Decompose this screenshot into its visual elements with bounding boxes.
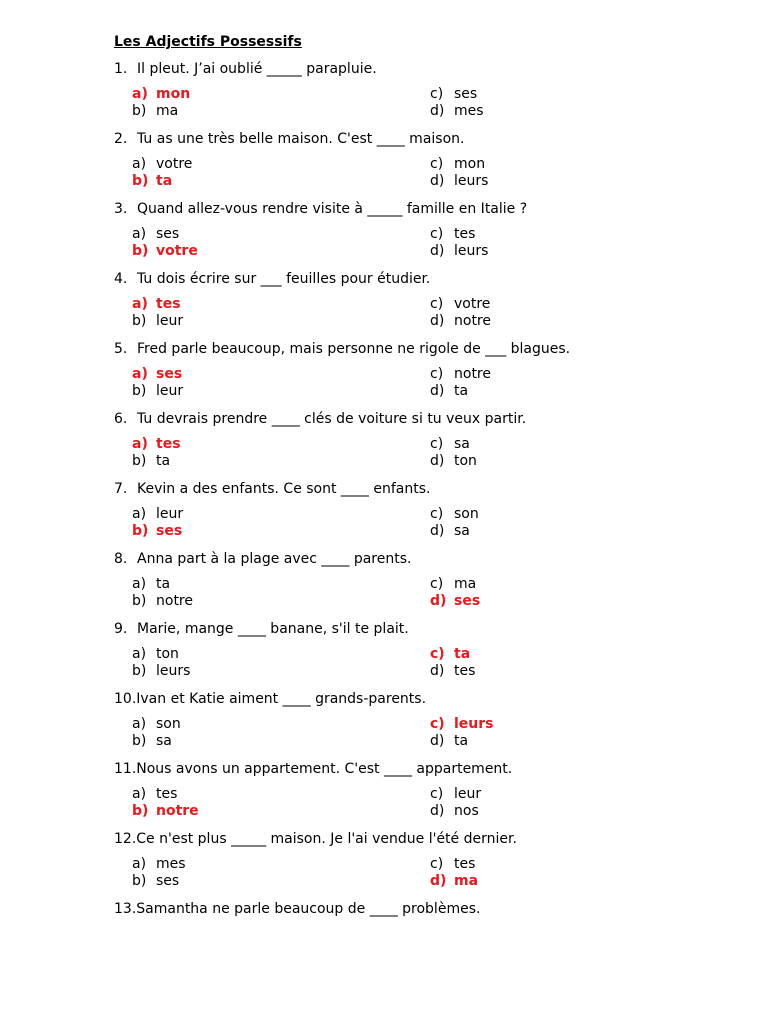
choice-label: ses	[156, 873, 180, 889]
question-text-line	[114, 60, 674, 78]
choice-label: mes	[454, 103, 484, 119]
question-number: 9.	[114, 621, 128, 637]
choice-label: ma	[454, 576, 477, 592]
choice-letter: a)	[132, 856, 147, 872]
choice-label: leurs	[156, 663, 191, 679]
question-number: 5.	[114, 341, 128, 357]
answer-choice-ta	[132, 453, 170, 470]
question-5	[114, 340, 674, 400]
choice-letter: d)	[430, 173, 445, 189]
choice-letter: b)	[132, 103, 147, 119]
answer-choice-notre	[430, 313, 491, 330]
choice-label: leurs	[454, 173, 489, 189]
choice-letter: d)	[430, 873, 447, 889]
answer-choice-mes	[430, 103, 484, 120]
choice-letter: c)	[430, 506, 444, 522]
answer-choice-ton	[430, 453, 477, 470]
choice-label: leur	[156, 383, 184, 399]
choice-label: sa	[454, 523, 470, 539]
question-text: Ivan et Katie aiment ____ grands-parents.	[136, 691, 427, 707]
answer-choice-notre	[132, 593, 193, 610]
choice-label: ton	[454, 453, 477, 469]
choice-letter: b)	[132, 453, 147, 469]
choice-letter: c)	[430, 716, 445, 732]
answer-choice-tes-correct	[132, 436, 181, 453]
question-text-line	[114, 830, 674, 848]
answer-choices	[114, 366, 674, 400]
answer-choice-notre	[430, 366, 491, 383]
choice-letter: a)	[132, 646, 147, 662]
question-number: 11.	[114, 761, 137, 777]
answer-choices	[114, 646, 674, 680]
answer-choice-mon	[430, 156, 485, 173]
choice-letter: a)	[132, 296, 148, 312]
question-number: 1.	[114, 61, 128, 77]
question-text: Quand allez-vous rendre visite à _____ famille en Italie ?	[137, 201, 528, 217]
answer-choice-ma	[132, 103, 178, 120]
answer-choices	[114, 576, 674, 610]
question-number: 2.	[114, 131, 128, 147]
answer-choices	[114, 86, 674, 120]
choice-letter: c)	[430, 646, 445, 662]
choice-letter: b)	[132, 873, 147, 889]
question-9	[114, 620, 674, 680]
choice-letter: a)	[132, 86, 148, 102]
choice-letter: c)	[430, 786, 444, 802]
choice-label: leur	[156, 313, 184, 329]
answer-choice-votre	[132, 156, 192, 173]
answer-choice-ma-correct	[430, 873, 478, 890]
choice-label: ma	[454, 873, 479, 889]
choice-label: sa	[454, 436, 470, 452]
choice-letter: d)	[430, 803, 445, 819]
question-11	[114, 760, 674, 820]
answer-choice-leurs	[430, 243, 488, 260]
choice-letter: d)	[430, 523, 445, 539]
answer-choice-sa	[430, 436, 470, 453]
answer-choice-leurs	[430, 173, 488, 190]
choice-letter: d)	[430, 103, 445, 119]
choice-label: ses	[156, 523, 183, 539]
answer-choice-ses	[132, 873, 179, 890]
choice-letter: b)	[132, 523, 149, 539]
question-number: 8.	[114, 551, 128, 567]
answer-choices	[114, 506, 674, 540]
choice-letter: c)	[430, 436, 444, 452]
answer-choice-nos	[430, 803, 479, 820]
answer-choice-ses	[430, 86, 477, 103]
question-text: Ce n'est plus _____ maison. Je l'ai vendue l'été dernier.	[136, 831, 517, 847]
question-list	[114, 60, 674, 918]
choice-letter: b)	[132, 593, 147, 609]
choice-label: ses	[454, 86, 478, 102]
choice-label: notre	[454, 366, 491, 382]
choice-label: leurs	[454, 716, 494, 732]
choice-label: ta	[454, 383, 469, 399]
question-8	[114, 550, 674, 610]
answer-choice-leur	[132, 506, 183, 523]
choice-label: ses	[156, 366, 183, 382]
answer-choices	[114, 156, 674, 190]
question-text: Kevin a des enfants. Ce sont ____ enfants.	[137, 481, 431, 497]
choice-label: votre	[156, 156, 193, 172]
choice-label: ses	[156, 226, 180, 242]
worksheet-title: Les Adjectifs Possessifs	[114, 34, 302, 50]
choice-label: mon	[454, 156, 486, 172]
choice-letter: d)	[430, 733, 445, 749]
choice-label: votre	[454, 296, 491, 312]
choice-letter: c)	[430, 86, 444, 102]
choice-letter: c)	[430, 856, 444, 872]
question-1	[114, 60, 674, 120]
choice-label: tes	[156, 436, 181, 452]
choice-label: tes	[156, 296, 181, 312]
answer-choice-ta-correct	[132, 173, 172, 190]
choice-label: tes	[454, 226, 476, 242]
choice-label: leur	[454, 786, 482, 802]
question-text-line	[114, 200, 674, 218]
answer-choice-ses-correct	[132, 523, 182, 540]
question-text-line	[114, 480, 674, 498]
answer-choice-tes-correct	[132, 296, 181, 313]
choice-label: votre	[156, 243, 198, 259]
choice-label: ses	[454, 593, 481, 609]
choice-label: ton	[156, 646, 179, 662]
answer-choices	[114, 226, 674, 260]
choice-letter: c)	[430, 226, 444, 242]
answer-choice-mes	[132, 856, 186, 873]
choice-letter: a)	[132, 436, 148, 452]
answer-choice-ses-correct	[430, 593, 480, 610]
choice-letter: a)	[132, 716, 147, 732]
question-text-line	[114, 550, 674, 568]
choice-letter: d)	[430, 383, 445, 399]
choice-letter: c)	[430, 366, 444, 382]
choice-label: nos	[454, 803, 479, 819]
choice-label: ta	[156, 453, 171, 469]
question-number: 13.	[114, 901, 137, 917]
choice-letter: d)	[430, 313, 445, 329]
answer-choice-leurs	[132, 663, 190, 680]
worksheet	[114, 33, 674, 926]
answer-choices	[114, 436, 674, 470]
question-12	[114, 830, 674, 890]
choice-label: notre	[156, 593, 193, 609]
answer-choice-tes	[132, 786, 177, 803]
choice-letter: b)	[132, 383, 147, 399]
answer-choice-ta	[132, 576, 170, 593]
question-text: Nous avons un appartement. C'est ____ appartement.	[136, 761, 513, 777]
answer-choice-son	[430, 506, 479, 523]
choice-letter: a)	[132, 506, 147, 522]
answer-choice-votre-correct	[132, 243, 198, 260]
choice-label: ta	[454, 733, 469, 749]
choice-label: notre	[156, 803, 199, 819]
choice-letter: b)	[132, 173, 149, 189]
question-13	[114, 900, 674, 918]
answer-choices	[114, 856, 674, 890]
choice-letter: c)	[430, 156, 444, 172]
question-text: Marie, mange ____ banane, s'il te plait.	[137, 621, 409, 637]
choice-label: tes	[156, 786, 178, 802]
choice-label: ma	[156, 103, 179, 119]
answer-choice-leur	[132, 313, 183, 330]
question-text: Samantha ne parle beaucoup de ____ problèmes.	[136, 901, 481, 917]
question-3	[114, 200, 674, 260]
answer-choice-ton	[132, 646, 179, 663]
answer-choice-ta	[430, 733, 468, 750]
answer-choice-ta-correct	[430, 646, 470, 663]
answer-choices	[114, 716, 674, 750]
question-7	[114, 480, 674, 540]
choice-letter: c)	[430, 576, 444, 592]
answer-choice-sa	[430, 523, 470, 540]
answer-choice-son	[132, 716, 181, 733]
choice-letter: b)	[132, 803, 149, 819]
question-text-line	[114, 690, 674, 708]
question-number: 4.	[114, 271, 128, 287]
choice-letter: d)	[430, 453, 445, 469]
question-number: 7.	[114, 481, 128, 497]
question-text-line	[114, 410, 674, 428]
choice-label: ta	[156, 576, 171, 592]
choice-letter: d)	[430, 663, 445, 679]
answer-choice-tes	[430, 663, 475, 680]
question-text-line	[114, 900, 674, 918]
choice-label: mon	[156, 86, 191, 102]
answer-choice-notre-correct	[132, 803, 199, 820]
answer-choice-mon-correct	[132, 86, 190, 103]
question-text: Fred parle beaucoup, mais personne ne rigole de ___ blagues.	[137, 341, 571, 357]
choice-letter: a)	[132, 786, 147, 802]
question-10	[114, 690, 674, 750]
question-text: Tu devrais prendre ____ clés de voiture si tu veux partir.	[137, 411, 527, 427]
question-6	[114, 410, 674, 470]
question-text: Tu as une très belle maison. C'est ____ maison.	[137, 131, 465, 147]
answer-choice-ta	[430, 383, 468, 400]
choice-letter: a)	[132, 576, 147, 592]
answer-choice-votre	[430, 296, 490, 313]
choice-letter: d)	[430, 243, 445, 259]
choice-label: mes	[156, 856, 186, 872]
question-text-line	[114, 760, 674, 778]
answer-choice-ses	[132, 226, 179, 243]
answer-choices	[114, 296, 674, 330]
choice-label: ta	[454, 646, 471, 662]
answer-choice-ses-correct	[132, 366, 182, 383]
question-text-line	[114, 620, 674, 638]
answer-choice-tes	[430, 856, 475, 873]
question-text-line	[114, 130, 674, 148]
answer-choice-leur	[132, 383, 183, 400]
choice-letter: a)	[132, 226, 147, 242]
answer-choice-ma	[430, 576, 476, 593]
question-text-line	[114, 270, 674, 288]
answer-choices	[114, 786, 674, 820]
choice-label: notre	[454, 313, 491, 329]
choice-letter: b)	[132, 243, 149, 259]
choice-letter: b)	[132, 313, 147, 329]
question-text: Anna part à la plage avec ____ parents.	[137, 551, 412, 567]
question-number: 3.	[114, 201, 128, 217]
question-text: Tu dois écrire sur ___ feuilles pour étudier.	[137, 271, 431, 287]
question-text-line	[114, 340, 674, 358]
question-number: 10.	[114, 691, 137, 707]
choice-label: ta	[156, 173, 173, 189]
choice-label: leur	[156, 506, 184, 522]
choice-label: tes	[454, 856, 476, 872]
answer-choice-leur	[430, 786, 481, 803]
choice-label: tes	[454, 663, 476, 679]
answer-choice-tes	[430, 226, 475, 243]
choice-letter: d)	[430, 593, 447, 609]
answer-choice-leurs-correct	[430, 716, 494, 733]
choice-letter: b)	[132, 733, 147, 749]
question-number: 12.	[114, 831, 137, 847]
choice-letter: a)	[132, 156, 147, 172]
choice-label: sa	[156, 733, 172, 749]
question-text: Il pleut. J’ai oublié _____ parapluie.	[137, 61, 377, 77]
choice-label: son	[156, 716, 181, 732]
choice-letter: a)	[132, 366, 148, 382]
question-2	[114, 130, 674, 190]
answer-choice-sa	[132, 733, 172, 750]
choice-label: leurs	[454, 243, 489, 259]
choice-letter: b)	[132, 663, 147, 679]
choice-label: son	[454, 506, 479, 522]
choice-letter: c)	[430, 296, 444, 312]
question-number: 6.	[114, 411, 128, 427]
question-4	[114, 270, 674, 330]
